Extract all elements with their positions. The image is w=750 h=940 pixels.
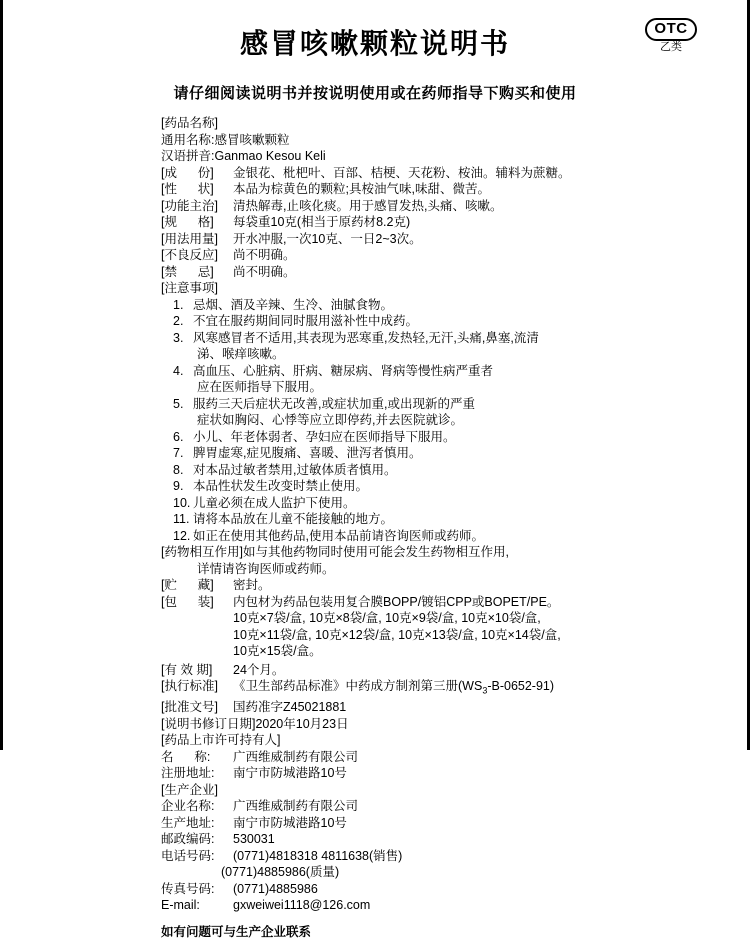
precaution-text: 脾胃虚寒,症见腹痛、喜暖、泄泻者慎用。 [193,446,422,460]
storage-value: 密封。 [233,578,271,592]
mah-name-label: 名 称: [161,749,211,764]
precaution-text: 如正在使用其他药品,使用本品前请咨询医师或药师。 [193,528,484,543]
precaution-text: 不宜在服药期间同时服用滋补性中成药。 [193,314,419,328]
common-name-label: 通用名称: [161,132,215,147]
package-line: 10克×11袋/盒, 10克×12袋/盒, 10克×13袋/盒, 10克×14袋/盒, [233,627,561,642]
standard-label: [执行标准] [161,679,218,693]
section-precautions-header: [注意事项] [161,281,218,295]
list-item [173,429,695,446]
precaution-text: 对本品过敏者禁用,过敏体质者慎用。 [193,462,397,477]
function-value: 清热解毒,止咳化痰。用于感冒发热,头痛、咳嗽。 [233,198,503,213]
list-item [173,297,695,314]
precaution-text-cont: 涕、喉痒咳嗽。 [197,347,285,361]
precaution-text: 忌烟、酒及辛辣、生冷、油腻食物。 [193,297,394,312]
page-subtitle: 请仔细阅读说明书并按说明使用或在药师指导下购买和使用 [173,85,577,102]
standard-value-post: -B-0652-91) [487,679,555,693]
address-label: 生产地址: [161,815,215,830]
precaution-text: 儿童必须在成人监护下使用。 [193,495,356,510]
email-value: gxweiwei1118@126.com [233,898,371,912]
page-title: 感冒咳嗽颗粒说明书 [239,28,510,59]
standard-value [233,678,695,699]
adverse-label: [不良反应] [161,248,218,262]
specification-value: 每袋重10克(相当于原药材8.2克) [233,215,411,229]
row-fax [161,881,695,898]
precaution-text: 服药三天后症状无改善,或症状加重,或出现新的严重 [193,396,475,411]
revision-value: 2020年10月23日 [255,716,349,731]
leaflet-content [3,115,747,914]
email-label: E-mail: [161,898,200,912]
row-adverse [161,247,695,264]
package-line: 10克×7袋/盒, 10克×8袋/盒, 10克×9袋/盒, 10克×10袋/盒, [233,611,541,625]
row-contraindication [161,264,695,281]
precaution-text-cont: 应在医师指导下服用。 [197,380,323,394]
list-item [173,363,695,380]
precaution-number: 11. [173,512,190,526]
list-item [173,511,695,528]
phone-label: 电话号码: [161,848,215,863]
ingredients-value: 金银花、枇杷叶、百部、桔梗、天花粉、桉油。辅料为蔗糖。 [233,165,571,180]
precaution-text: 本品性状发生改变时禁止使用。 [193,479,369,493]
specification-label: [规 格] [161,215,214,229]
list-item [173,462,695,479]
section-drug-name-header: [药品名称] [161,116,218,130]
otc-badge [643,18,699,53]
precaution-number: 3. [173,330,184,345]
row-standard [161,678,695,699]
row-mah-name [161,749,695,766]
row-storage [161,577,695,594]
row-postcode [161,831,695,848]
row-specification [161,214,695,231]
precaution-number: 4. [173,363,184,378]
row-address [161,815,695,832]
precaution-number: 8. [173,462,184,477]
mah-address-value: 南宁市防城港路10号 [233,766,347,780]
precaution-number: 5. [173,396,184,411]
pinyin-value: Ganmao Kesou Keli [214,149,326,163]
list-item [173,445,695,462]
row-ingredients [161,165,695,182]
list-item [173,528,695,545]
package-value: 内包材为药品包装用复合膜BOPP/镀铝CPP或BOPET/PE。 [233,594,560,609]
usage-label: [用法用量] [161,231,218,246]
row-company [161,798,695,815]
precaution-number: 12. [173,528,191,543]
mah-address-label: 注册地址: [161,766,215,780]
interaction-value: 如与其他药物同时使用可能会发生药物相互作用, [242,545,509,559]
mah-name-value: 广西维威制药有限公司 [233,749,359,764]
fax-label: 传真号码: [161,881,215,896]
section-manufacturer-header: [生产企业] [161,782,218,797]
row-revision [161,716,695,733]
contraindication-label: [禁 忌] [161,264,214,279]
common-name-value: 感冒咳嗽颗粒 [214,132,290,147]
row-interaction [161,544,695,561]
row-common-name [161,132,695,149]
character-value: 本品为棕黄色的颗粒;具桉油气味,味甜、微苦。 [233,182,490,196]
row-character [161,181,695,198]
phone-value: (0771)4818318 4811638(销售) [233,848,403,863]
row-mah-address [161,765,695,782]
validity-value: 24个月。 [233,662,285,677]
list-item [173,495,695,512]
pinyin-label: 汉语拼音: [161,149,215,163]
precaution-text: 请将本品放在儿童不能接触的地方。 [193,512,394,526]
storage-label: [贮 藏] [161,578,214,592]
standard-value-pre: 《卫生部药品标准》中药成方制剂第三册(WS [233,679,483,693]
list-item [173,478,695,495]
row-phone [161,848,695,865]
precaution-text-cont: 症状如胸闷、心悸等应立即停药,并去医院就诊。 [197,413,463,427]
precaution-number: 6. [173,429,184,444]
standard-subscript: 3 [482,685,488,696]
section-mah-header: [药品上市许可持有人] [161,733,281,747]
usage-value: 开水冲服,一次10克、一日2~3次。 [233,231,422,246]
row-package [161,594,695,611]
precaution-number: 2. [173,314,184,328]
postcode-value: 530031 [233,832,275,846]
precaution-text: 高血压、心脏病、肝病、糖尿病、肾病等慢性病严重者 [193,363,494,378]
precaution-number: 9. [173,479,184,493]
character-label: [性 状] [161,182,214,196]
phone-value-secondary: (0771)4885986(质量) [221,865,340,879]
precautions-list [161,297,695,545]
footer-note: 如有问题可与生产企业联系 [161,924,312,939]
interaction-label: [药物相互作用] [161,545,243,559]
revision-label: [说明书修订日期] [161,716,256,731]
contraindication-value: 尚不明确。 [233,264,296,279]
row-usage [161,231,695,248]
otc-label: OTC [645,18,696,41]
list-item [173,313,695,330]
list-item [173,396,695,413]
fax-value: (0771)4885986 [233,881,318,896]
list-item [173,330,695,347]
otc-category-label: 乙类 [660,40,682,53]
company-value: 广西维威制药有限公司 [233,799,359,813]
validity-label: [有 效 期] [161,662,213,677]
row-email [161,897,695,914]
approval-value: 国药准字Z45021881 [233,700,347,714]
address-value: 南宁市防城港路10号 [233,815,347,830]
row-approval [161,699,695,716]
row-function [161,198,695,215]
row-validity [161,662,695,679]
function-label: [功能主治] [161,198,218,213]
precaution-number: 7. [173,446,184,460]
precaution-number: 10. [173,495,191,510]
ingredients-label: [成 份] [161,165,214,180]
company-label: 企业名称: [161,799,215,813]
approval-label: [批准文号] [161,700,218,714]
precaution-number: 1. [173,297,184,312]
interaction-value-cont: 详情请咨询医师或药师。 [197,561,335,576]
precaution-text: 小儿、年老体弱者、孕妇应在医师指导下服用。 [193,429,456,444]
row-pinyin [161,148,695,165]
postcode-label: 邮政编码: [161,832,215,846]
package-label: [包 装] [161,594,214,609]
package-line: 10克×15袋/盒。 [233,644,322,658]
adverse-value: 尚不明确。 [233,248,296,262]
precaution-text: 风寒感冒者不适用,其表现为恶寒重,发热轻,无汗,头痛,鼻塞,流清 [193,330,539,345]
